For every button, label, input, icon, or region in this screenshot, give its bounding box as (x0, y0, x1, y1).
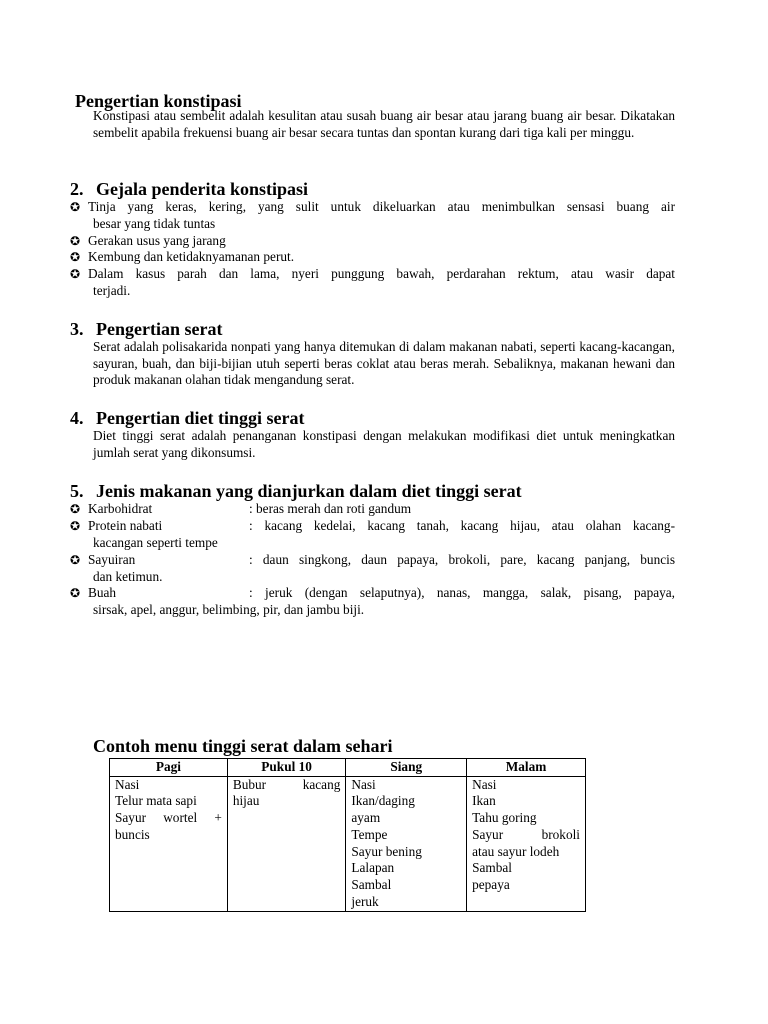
bullet-icon: ✪ (70, 250, 81, 264)
menu-table (109, 758, 586, 912)
menu-item: Sambal (472, 860, 512, 876)
section-number: 3. (70, 319, 84, 339)
food-list: : jeruk (dengan selaputnya), nanas, mangga, salak, pisang, papaya, (249, 585, 675, 600)
menu-item: Tempe (351, 826, 388, 842)
menu-item: pepaya (472, 876, 510, 892)
list-item (70, 233, 675, 250)
section-title: Pengertian diet tinggi serat (96, 408, 305, 428)
section-number: 4. (70, 408, 84, 428)
menu-item: Lalapan (351, 860, 395, 876)
menu-item: jeruk (351, 893, 379, 909)
column-header-pukul-10: Pukul 10 (227, 759, 346, 777)
cell-pukul-10 (227, 776, 346, 911)
menu-item: Sambal (351, 876, 392, 892)
food-list: : kacang kedelai, kacang tanah, kacang hijau, atau olahan kacang- (249, 518, 675, 533)
list-item (70, 266, 675, 299)
food-list: : daun singkong, daun papaya, brokoli, pare, kacang panjang, buncis (249, 552, 675, 567)
food-list-continuation: dan ketimun. (93, 569, 163, 584)
list-item-text: Tinja yang keras, kering, yang sulit untuk dikeluarkan atau menimbulkan sensasi buang air (88, 199, 675, 214)
menu-item: Sayur bening (351, 843, 422, 859)
section-title: Pengertian konstipasi (75, 91, 242, 111)
list-item (70, 199, 675, 232)
column-header-malam: Malam (467, 759, 586, 777)
list-item-text: Gerakan usus yang jarang (88, 233, 226, 248)
section-title: Gejala penderita konstipasi (96, 179, 309, 199)
menu-item: Ikan/daging (351, 793, 415, 809)
cell-pagi (110, 776, 228, 911)
menu-item: Bubur kacang (232, 776, 341, 792)
cell-siang (346, 776, 467, 911)
table-row (110, 776, 586, 911)
cell-malam (467, 776, 586, 911)
food-category: Karbohidrat (88, 501, 153, 516)
heading-jenis-makanan (70, 480, 522, 502)
menu-item: ayam (351, 810, 381, 826)
food-row-protein-nabati (70, 518, 675, 552)
bullet-icon: ✪ (70, 267, 81, 281)
menu-title: Contoh menu tinggi serat dalam sehari (93, 736, 393, 756)
column-header-siang: Siang (346, 759, 467, 777)
food-row-karbohidrat (70, 501, 675, 518)
food-list-continuation: kacangan seperti tempe (93, 535, 218, 550)
food-category: Buah (88, 585, 117, 600)
list-item (70, 249, 675, 266)
section-title: Jenis makanan yang dianjurkan dalam diet tinggi serat (96, 481, 522, 501)
menu-item: Nasi (115, 776, 140, 792)
menu-item: Ikan (472, 793, 496, 809)
paragraph-pengertian-konstipasi: Konstipasi atau sembelit adalah kesulitan atau susah buang air besar atau jarang buang air besar. Dikatakan sembelit apabila frekuensi buang air besar secara tuntas dan spontan kurang dari tiga kali per minggu. (93, 108, 675, 140)
bullet-icon: ✪ (70, 553, 81, 567)
menu-item: Tahu goring (472, 810, 537, 826)
list-item-continuation: besar yang tidak tuntas (93, 215, 216, 231)
list-item-text: Kembung dan ketidaknyamanan perut. (88, 249, 295, 264)
bullet-icon: ✪ (70, 519, 81, 533)
menu-item: Sayur wortel + (115, 810, 222, 826)
table-header-row (110, 759, 586, 777)
heading-gejala (70, 178, 308, 200)
food-row-buah (70, 585, 675, 619)
bullet-icon: ✪ (70, 586, 81, 600)
section-title: Pengertian serat (96, 319, 223, 339)
food-category: Protein nabati (88, 518, 163, 533)
section-number: 2. (70, 179, 84, 199)
paragraph-pengertian-serat: Serat adalah polisakarida nonpati yang hanya ditemukan di dalam makanan nabati, seperti kacang-kacangan, sayuran, buah, dan biji-bijian utuh seperti beras coklat atau beras merah. Sebaliknya, makanan hewani dan produk makanan olahan tidak mengandung serat. (93, 339, 675, 388)
food-row-sayuran (70, 552, 675, 586)
menu-item: hijau (232, 793, 260, 809)
list-item-continuation: terjadi. (93, 282, 131, 298)
menu-item: Telur mata sapi (115, 793, 197, 809)
paragraph-diet-tinggi-serat: Diet tinggi serat adalah penanganan konstipasi dengan melakukan modifikasi diet untuk meningkatkan jumlah serat yang dikonsumsi. (93, 428, 675, 460)
bullet-icon: ✪ (70, 502, 81, 516)
bullet-icon: ✪ (70, 234, 81, 248)
section-number: 5. (70, 481, 84, 501)
menu-item: Sayur brokoli (472, 826, 580, 842)
food-list-continuation: sirsak, apel, anggur, belimbing, pir, dan jambu biji. (93, 602, 365, 617)
menu-item: Nasi (351, 776, 376, 792)
menu-item: Nasi (472, 776, 497, 792)
food-category: Sayuiran (88, 552, 136, 567)
heading-diet-tinggi-serat (70, 407, 304, 429)
menu-item: atau sayur lodeh (472, 843, 560, 859)
menu-item: buncis (115, 826, 150, 842)
bullet-icon: ✪ (70, 200, 81, 214)
heading-pengertian-serat (70, 318, 222, 340)
list-item-text: Dalam kasus parah dan lama, nyeri punggung bawah, perdarahan rektum, atau wasir dapat (88, 266, 675, 281)
column-header-pagi: Pagi (110, 759, 228, 777)
food-list: : beras merah dan roti gandum (249, 501, 412, 516)
